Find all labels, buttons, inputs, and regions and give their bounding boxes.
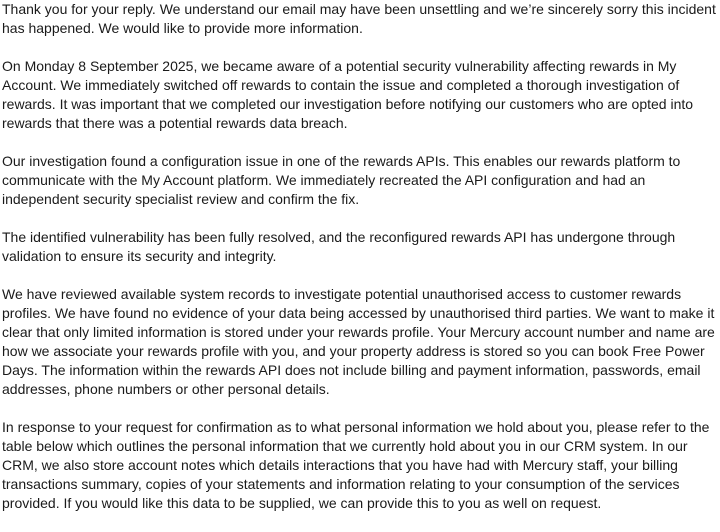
paragraph-personal-information: In response to your request for confirmation as to what personal information we hold about you, please refer to the table below which outlines the personal information that we currently hold about you in our CRM system. In our CRM, we also store account notes which details interactions that you have had with Mercury staff, your billing transactions summary, copies of your statements and information relating to your consumption of the services provided. If you would like this data to be supplied, we can provide this to you as well on request. — [2, 419, 710, 511]
paragraph-resolution: The identified vulnerability has been fully resolved, and the reconfigured rewards API has undergone through validation to ensure its security and integrity. — [2, 229, 676, 264]
email-body — [2, 0, 718, 532]
paragraph-investigation-findings: Our investigation found a configuration issue in one of the rewards APIs. This enables our rewards platform to communicate with the My Account platform. We immediately recreated the API configuration and had an independent security specialist review and confirm the fix. — [2, 153, 681, 207]
paragraph-apology: Thank you for your reply. We understand our email may have been unsettling and we’re sincerely sorry this incident has happened. We would like to provide more information. — [2, 1, 716, 36]
paragraph-data-access-review: We have reviewed available system records to investigate potential unauthorised access to customer rewards profiles. We have found no evidence of your data being accessed by unauthorised third parties. We want to make it clear that only limited information is stored under your rewards profile. Your Mercury account number and name are how we associate your rewards profile with you, and your property address is stored so you can book Free Power Days. The information within the rewards API does not include billing and payment information, passwords, email addresses, phone numbers or other personal details. — [2, 286, 715, 397]
paragraph-incident-discovery: On Monday 8 September 2025, we became aware of a potential security vulnerability affecting rewards in My Account. We immediately switched off rewards to contain the issue and completed a thorough investigation of rewards. It was important that we completed our investigation before notifying our customers who are opted into rewards that there was a potential rewards data breach. — [2, 58, 694, 131]
